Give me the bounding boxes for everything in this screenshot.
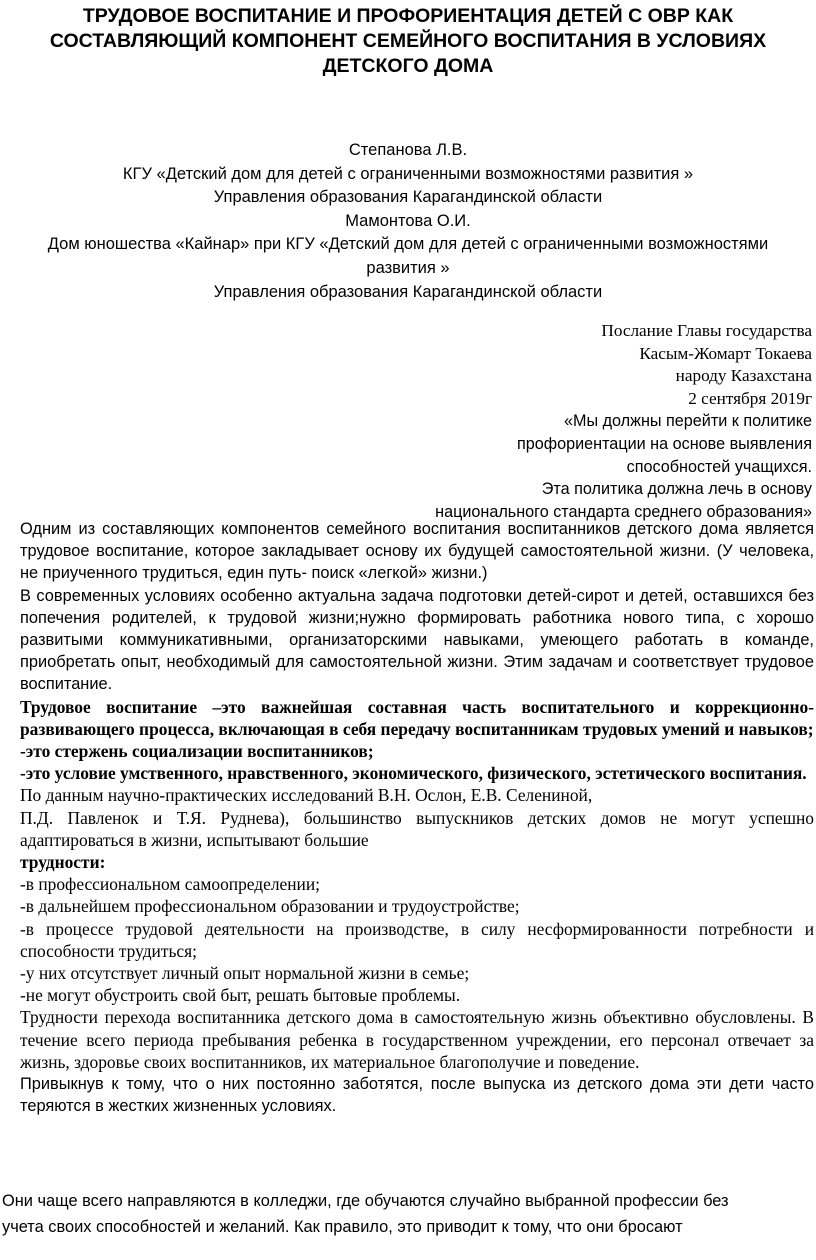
- epigraph-quote-line: профориентации на основе выявления: [517, 434, 812, 453]
- paragraph: По данным научно-практических исследований В.Н. Ослон, Е.В. Селениной,: [20, 785, 593, 806]
- paragraph: П.Д. Павленок и Т.Я. Руднева), большинство выпускников детских домов не могут успешно адаптироваться в жизни, испытывают большие: [20, 807, 814, 850]
- paragraph: Одним из составляющих компонентов семейного воспитания воспитанников детского дома является трудовое воспитание, которое закладывает основу их будущей самостоятельной жизни. (У человека, не приученного трудиться, един путь- поиск «легкой» жизни.): [20, 520, 814, 583]
- continuation-text: [2, 1188, 814, 1240]
- continuation-line: Они чаще всего направляются в колледжи, где обучаются случайно выбранной профессии без: [2, 1192, 729, 1210]
- author-line: Мамонтова О.И.: [345, 211, 471, 230]
- epigraph-quote-line: Эта политика должна лечь в основу: [541, 480, 812, 499]
- author-line: Степанова Л.В.: [348, 141, 468, 159]
- paragraph-emphasis: Трудовое воспитание –это важнейшая составная часть воспитательного и коррекционно-развивающего процесса, включающая в себя передачу воспитанникам трудовых умений и навыков;: [20, 696, 814, 739]
- list-item: -у них отсутствует личный опыт нормальной жизни в семье;: [20, 963, 470, 984]
- author-line: развития »: [366, 258, 450, 277]
- list-item: -в дальнейшем профессиональном образовании и трудоустройстве;: [20, 896, 520, 917]
- paragraph-emphasis: -это условие умственного, нравственного, экономического, физического, эстетического воспитания.: [20, 763, 807, 784]
- list-item: -не могут обустроить свой быт, решать бытовые проблемы.: [20, 985, 461, 1006]
- author-line: Дом юношества «Кайнар» при КГУ «Детский дом для детей с ограниченными возможностями: [47, 235, 769, 254]
- author-line: Управления образования Карагандинской области: [213, 188, 603, 207]
- paragraph-emphasis: -это стержень социализации воспитанников;: [20, 741, 374, 762]
- epigraph-source-line: Касым-Жомарт Токаева: [639, 343, 812, 363]
- epigraph-quote-line: способностей учащихся.: [626, 457, 812, 476]
- paragraph-heading: трудности:: [20, 852, 106, 873]
- epigraph-quote-line: «Мы должны перейти к политике: [563, 412, 812, 431]
- epigraph-source-line: народу Казахстана: [675, 366, 812, 386]
- epigraph: [342, 320, 812, 523]
- list-item: -в процессе трудовой деятельности на производстве, в силу несформированности потребности и способности трудиться;: [20, 918, 814, 961]
- paragraph: В современных условиях особенно актуальна задача подготовки детей-сирот и детей, оставшихся без попечения родителей, к трудовой жизни;нужно формировать работника нового типа, с хорошо развитыми коммуникативными, организаторскими навыками, умеющего работать в команде, приобретать опыт, необходимый для самостоятельной жизни. Этим задачам и соответствует трудовое воспитание.: [20, 586, 814, 694]
- author-line: Управления образования Карагандинской области: [213, 282, 603, 301]
- epigraph-source-line: Послание Главы государства: [601, 321, 812, 340]
- continuation-line: учета своих способностей и желаний. Как правило, это приводит к тому, что они бросают: [2, 1218, 683, 1236]
- paragraph: Трудности перехода воспитанника детского дома в самостоятельную жизнь объективно обусловлены. В течение всего периода пребывания ребенка в государственном учреждении, его персонал отвечает за жизнь, здоровье своих воспитанников, их материальное благополучие и поведение.: [20, 1007, 814, 1072]
- author-line: КГУ «Детский дом для детей с ограниченными возможностями развития »: [122, 164, 694, 183]
- author-block: [0, 139, 816, 304]
- epigraph-source-line: 2 сентября 2019г: [688, 388, 812, 408]
- document-body: [20, 518, 814, 1117]
- epigraph-quote-line: национального стандарта среднего образования»: [435, 502, 812, 521]
- paragraph: Привыкнув к тому, что о них постоянно заботятся, после выпуска из детского дома эти дети часто теряются в жестких жизненных условиях.: [20, 1075, 814, 1116]
- document-title: ТРУДОВОЕ ВОСПИТАНИЕ И ПРОФОРИЕНТАЦИЯ ДЕТЕЙ С ОВР КАК СОСТАВЛЯЮЩИЙ КОМПОНЕНТ СЕМЕЙНОГО ВОСПИТАНИЯ В УСЛОВИЯХ ДЕТСКОГО ДОМА: [49, 5, 767, 77]
- list-item: -в профессиональном самоопределении;: [20, 874, 320, 895]
